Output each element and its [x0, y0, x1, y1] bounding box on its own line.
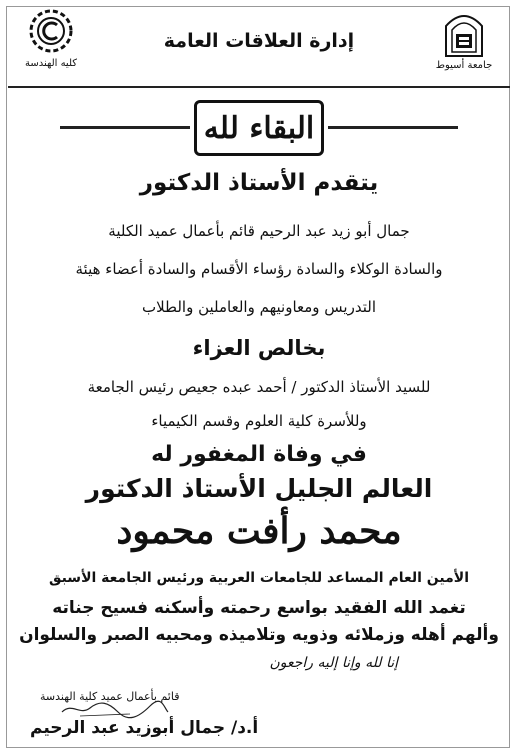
university-caption: جامعة أسيوط — [435, 60, 493, 71]
prayer-line-2: وألهم أهله وزملائه وذويه وتلاميذه ومحبيه الصبر والسلوان — [19, 625, 499, 645]
condolence-title: البقاء لله — [194, 100, 324, 156]
death-of-line: في وفاة المغفور له — [151, 442, 367, 467]
quran-verse: إنا لله وإنا إليه راجعون — [269, 655, 398, 671]
faculty-gear-icon — [26, 6, 76, 56]
body-line-4: للسيد الأستاذ الدكتور / أحمد عبده جعيص رئيس الجامعة — [87, 378, 431, 396]
condolence-line: بخالص العزاء — [192, 336, 326, 360]
title-bar-left — [60, 126, 190, 129]
title-bar-right — [328, 126, 458, 129]
faculty-logo — [16, 6, 86, 69]
offers-line: يتقدم الأستاذ الدكتور — [139, 170, 379, 196]
body-line-2: والسادة الوكلاء والسادة رؤساء الأقسام والسادة أعضاء هيئة — [75, 260, 443, 278]
body-line-1: جمال أبو زيد عبد الرحيم قائم بأعمال عميد الكلية — [108, 222, 410, 240]
position-line: الأمين العام المساعد للجامعات العربية ورئيس الجامعة الأسبق — [48, 570, 470, 586]
faculty-caption: كليه الهندسة — [24, 58, 78, 69]
body-line-3: التدريس ومعاونيهم والعاملين والطلاب — [141, 298, 376, 316]
scholar-line: العالم الجليل الأستاذ الدكتور — [85, 474, 433, 503]
letterhead — [0, 0, 518, 92]
signatory-name: أ.د/ جمال أبوزيد عبد الرحيم — [30, 718, 259, 738]
handwritten-signature — [60, 698, 170, 720]
department-title: إدارة العلاقات العامة — [163, 30, 355, 52]
header-divider — [8, 86, 510, 88]
body-line-5: وللأسرة كلية العلوم وقسم الكيمياء — [151, 412, 367, 430]
prayer-line-1: تغمد الله الفقيد بواسع رحمته وأسكنه فسيح جناته — [52, 598, 466, 618]
deceased-name: محمد رأفت محمود — [116, 510, 402, 552]
signature-caption: قائم بأعمال عميد كلية الهندسة — [40, 690, 180, 703]
